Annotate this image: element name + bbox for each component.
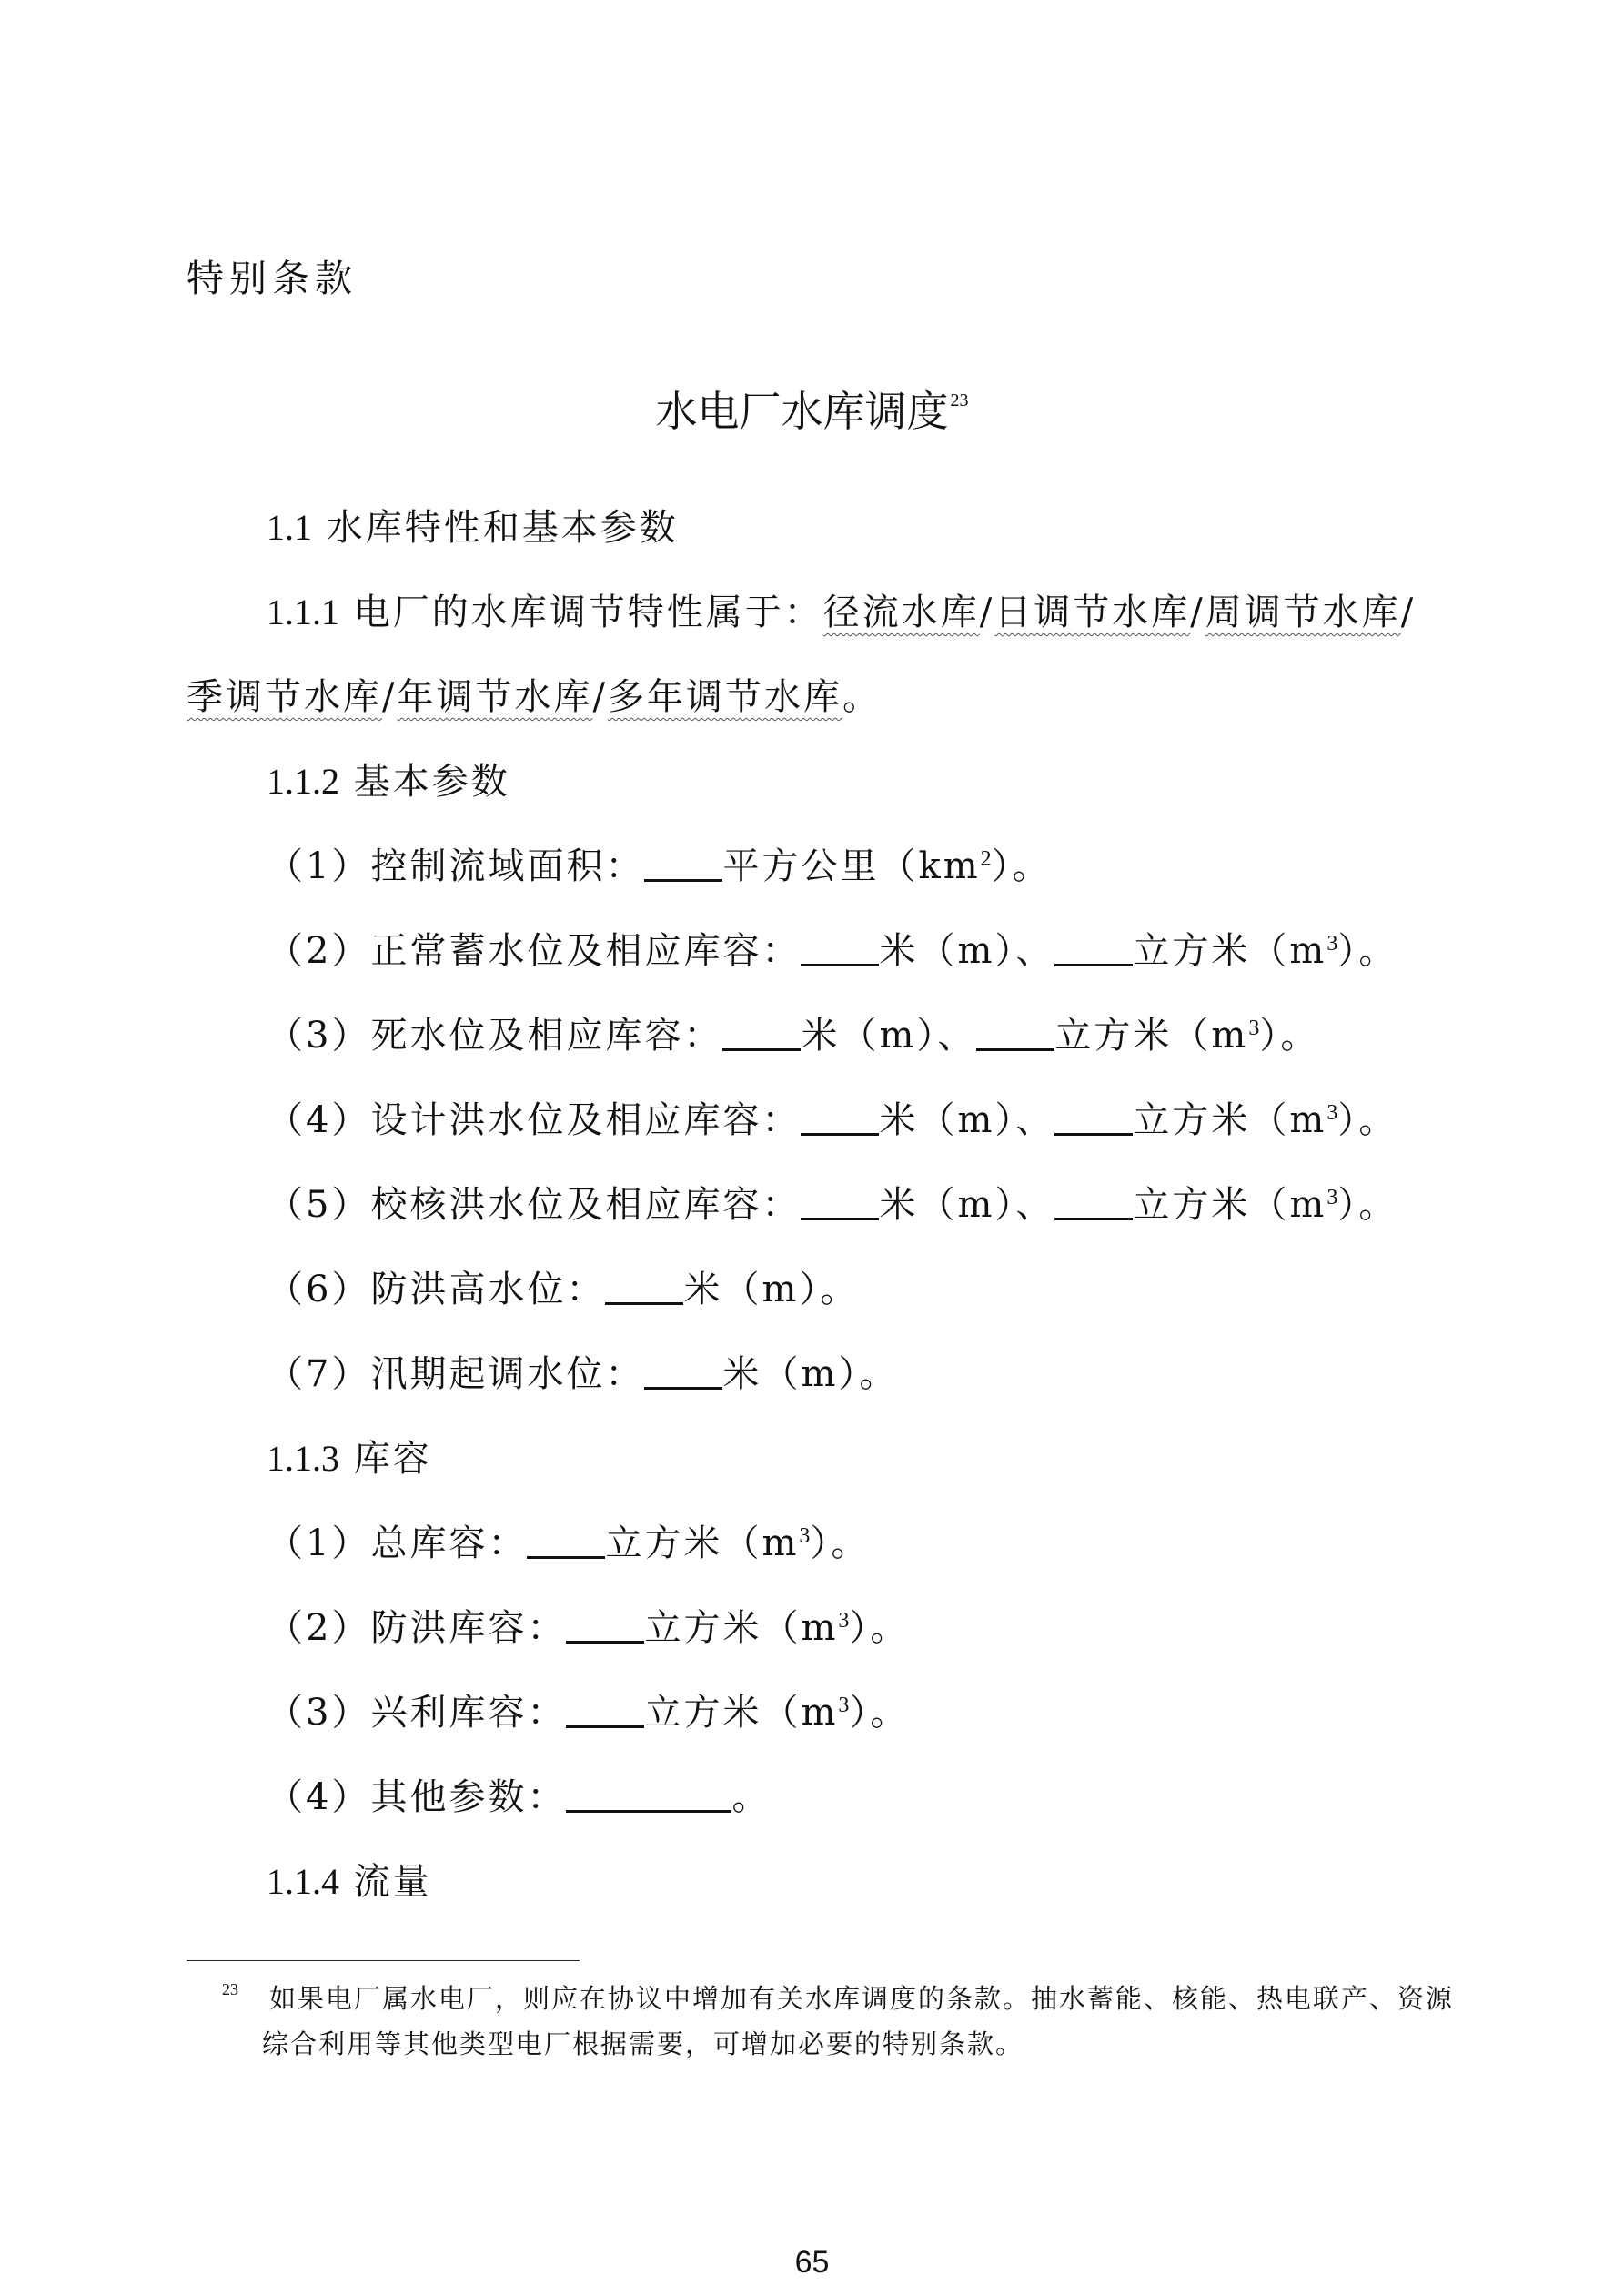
separator: /	[979, 592, 995, 633]
param-tail: ）。	[991, 845, 1052, 887]
fill-blank[interactable]	[566, 1774, 731, 1813]
capacity-row	[267, 1603, 909, 1654]
unit-exponent: 3	[1248, 1017, 1260, 1040]
fill-blank[interactable]	[801, 1181, 879, 1220]
capacity-tail: ）。	[810, 1522, 871, 1564]
fill-blank[interactable]	[722, 1012, 801, 1051]
param-unit: 米（m）、	[879, 1099, 1055, 1141]
param-tail: ）。	[1259, 1015, 1320, 1057]
separator: /	[592, 676, 608, 718]
param-unit: 立方米（m	[1133, 930, 1327, 972]
fill-blank[interactable]	[801, 927, 879, 966]
param-tail: ）。	[1337, 1184, 1398, 1226]
heading-number: 1.1	[267, 507, 312, 548]
unit-exponent: 3	[838, 1694, 850, 1717]
unit-exponent: 3	[799, 1524, 811, 1548]
heading-number: 1.1.3	[267, 1438, 339, 1479]
capacity-unit: 立方米（m	[644, 1692, 839, 1734]
footnote-mark: 23	[222, 1980, 238, 1998]
clause-1-1-1-continued	[187, 672, 882, 723]
fill-blank[interactable]	[1054, 1181, 1133, 1220]
capacity-label: （2）防洪库容：	[267, 1607, 567, 1649]
param-label: （7）汛期起调水位：	[267, 1353, 645, 1395]
param-unit: 米（m）、	[879, 930, 1055, 972]
separator: /	[382, 676, 398, 718]
param-unit: 立方米（m	[1133, 1099, 1327, 1141]
param-unit: 米（m）。	[683, 1269, 860, 1310]
unit-exponent: 3	[838, 1609, 850, 1633]
fill-blank[interactable]	[566, 1604, 644, 1644]
option-annual: 年调节水库	[397, 676, 593, 718]
title-footnote-ref: 23	[950, 390, 969, 410]
param-label: （2）正常蓄水位及相应库容：	[267, 930, 802, 972]
param-label: （6）防洪高水位：	[267, 1269, 606, 1310]
fill-blank[interactable]	[1054, 1097, 1133, 1136]
param-unit: 平方公里（km	[722, 845, 981, 887]
param-label: （4）设计洪水位及相应库容：	[267, 1099, 802, 1141]
heading-number: 1.1.2	[267, 761, 339, 802]
capacity-label: （4）其他参数：	[267, 1776, 567, 1818]
capacity-tail: ）。	[849, 1607, 910, 1649]
heading-number: 1.1.4	[267, 1861, 339, 1902]
param-unit: 立方米（m	[1133, 1184, 1327, 1226]
option-runoff: 径流水库	[822, 592, 980, 633]
option-seasonal: 季调节水库	[187, 676, 382, 718]
fill-blank[interactable]	[566, 1689, 644, 1728]
clause-1-1-1	[267, 587, 1416, 638]
param-row	[267, 1095, 1397, 1146]
param-row	[267, 1264, 859, 1315]
unit-exponent: 3	[1326, 1186, 1338, 1209]
param-row	[267, 1179, 1397, 1230]
title-text: 水电厂水库调度	[655, 387, 949, 436]
fill-blank[interactable]	[976, 1012, 1054, 1051]
param-row	[267, 1349, 898, 1400]
param-unit: 米（m）、	[801, 1015, 977, 1057]
heading-text: 水库特性和基本参数	[326, 507, 679, 549]
heading-1-1-4	[267, 1856, 432, 1907]
fill-blank[interactable]	[801, 1097, 879, 1136]
param-unit: 米（m）、	[879, 1184, 1055, 1226]
option-daily: 日调节水库	[994, 592, 1191, 633]
fill-blank[interactable]	[644, 1350, 722, 1390]
param-label: （1）控制流域面积：	[267, 845, 645, 887]
param-tail: ）。	[1337, 930, 1398, 972]
page-title	[0, 373, 1624, 439]
param-tail: ）。	[1337, 1099, 1398, 1141]
separator: /	[1190, 592, 1205, 633]
heading-text: 流量	[353, 1861, 432, 1903]
capacity-row	[267, 1687, 909, 1738]
footnote-line-1: 如果电厂属水电厂，则应在协议中增加有关水库调度的条款。抽水蓄能、核能、热电联产、资源	[269, 1983, 1455, 2014]
param-unit: 立方米（m	[1054, 1015, 1249, 1057]
capacity-label: （1）总库容：	[267, 1522, 528, 1564]
option-weekly: 周调节水库	[1205, 592, 1401, 633]
section-header: 特别条款	[187, 257, 358, 300]
capacity-unit: 立方米（m	[605, 1522, 800, 1564]
param-label: （5）校核洪水位及相应库容：	[267, 1184, 802, 1226]
footnote-line-2: 综合利用等其他类型电厂根据需要，可增加必要的特别条款。	[262, 2028, 1024, 2059]
fill-blank[interactable]	[644, 843, 722, 882]
fill-blank[interactable]	[1054, 927, 1133, 966]
capacity-unit: 立方米（m	[644, 1607, 839, 1649]
capacity-label: （3）兴利库容：	[267, 1692, 567, 1734]
heading-text: 库容	[353, 1438, 432, 1480]
unit-exponent: 3	[1326, 932, 1338, 956]
param-row	[267, 1010, 1319, 1061]
clause-end: 。	[842, 676, 882, 718]
fill-blank[interactable]	[605, 1266, 683, 1305]
param-unit: 米（m）。	[722, 1353, 899, 1395]
param-row	[267, 925, 1397, 976]
clause-lead: 电厂的水库调节特性属于：	[353, 592, 823, 633]
capacity-tail: 。	[731, 1776, 772, 1818]
capacity-row	[267, 1772, 771, 1823]
clause-number: 1.1.1	[267, 592, 339, 632]
heading-1-1	[267, 502, 679, 553]
heading-text: 基本参数	[353, 761, 510, 803]
unit-exponent: 2	[980, 847, 992, 871]
capacity-tail: ）。	[849, 1692, 910, 1734]
capacity-row	[267, 1518, 870, 1569]
page-number: 65	[794, 2245, 830, 2280]
separator: /	[1400, 592, 1417, 633]
fill-blank[interactable]	[527, 1520, 605, 1559]
param-label: （3）死水位及相应库容：	[267, 1015, 723, 1057]
footnote-divider	[187, 1960, 580, 1961]
heading-1-1-2	[267, 756, 510, 807]
option-multi-year: 多年调节水库	[607, 676, 842, 718]
heading-1-1-3	[267, 1433, 432, 1484]
unit-exponent: 3	[1326, 1101, 1338, 1125]
param-row	[267, 841, 1052, 892]
